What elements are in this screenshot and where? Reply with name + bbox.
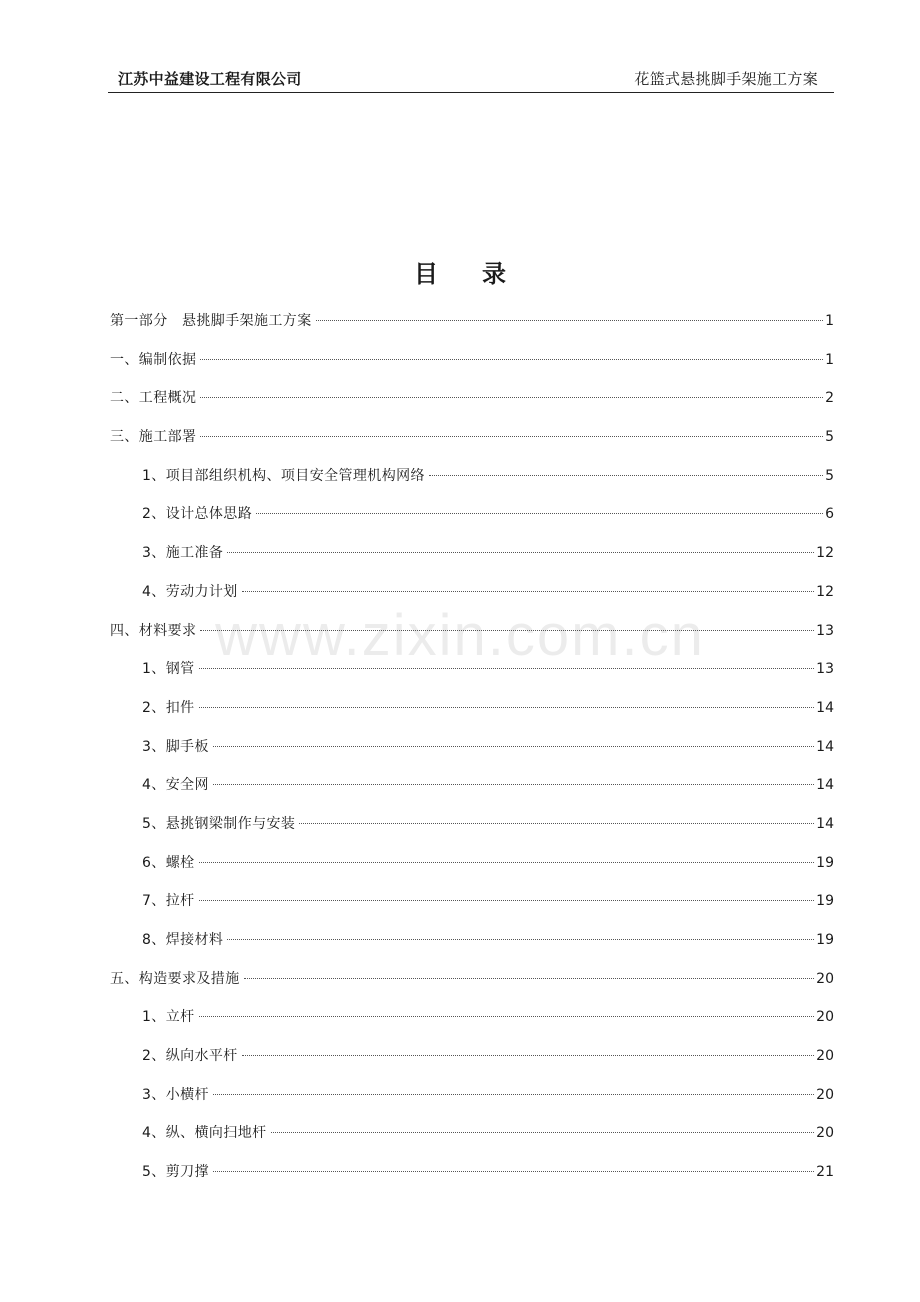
toc-entry-page: 6 (825, 506, 834, 523)
toc-entry[interactable] (110, 1121, 834, 1160)
toc-entry-label: 3、施工准备 (142, 545, 224, 562)
toc-entry-label: 1、钢管 (142, 661, 195, 678)
header-doc-title: 花篮式悬挑脚手架施工方案 (634, 70, 818, 88)
toc-entry-page: 12 (816, 545, 834, 562)
toc-dot-leader (213, 1093, 814, 1095)
toc-entry-page: 2 (825, 390, 834, 407)
toc-dot-leader (199, 667, 815, 669)
toc-entry[interactable] (110, 967, 834, 1006)
toc-entry[interactable] (110, 889, 834, 928)
toc-dot-leader (199, 899, 815, 901)
toc-dot-leader (242, 1054, 814, 1056)
toc-dot-leader (213, 783, 814, 785)
toc-entry[interactable] (110, 1160, 834, 1199)
toc-entry-label: 三、施工部署 (110, 429, 197, 446)
toc-entry-page: 1 (825, 313, 834, 329)
toc-entry-label: 5、剪刀撑 (142, 1164, 209, 1181)
toc-entry-page: 19 (816, 854, 834, 871)
toc-entry[interactable] (110, 348, 834, 387)
toc-entry-page: 20 (816, 1086, 834, 1103)
toc-entry-page: 19 (816, 893, 834, 910)
toc-dot-leader (200, 435, 823, 437)
toc-dot-leader (200, 629, 814, 631)
toc-dot-leader (256, 512, 823, 514)
toc-entry-page: 5 (825, 467, 834, 484)
toc-entry[interactable] (110, 541, 834, 580)
toc-entry-page: 13 (816, 661, 834, 678)
toc-title: 目录 (414, 260, 550, 288)
toc-entry-page: 20 (816, 1009, 834, 1026)
toc-entry-page: 20 (816, 1048, 834, 1065)
toc-entry-label: 2、设计总体思路 (142, 506, 253, 523)
toc-dot-leader (199, 1015, 815, 1017)
toc-entry-label: 1、项目部组织机构、项目安全管理机构网络 (142, 467, 425, 484)
toc-entry-label: 2、纵向水平杆 (142, 1048, 238, 1065)
toc-entry-label: 4、劳动力计划 (142, 583, 238, 600)
toc-dot-leader (429, 474, 823, 476)
toc-entry[interactable] (110, 386, 834, 425)
toc-entry[interactable] (110, 1083, 834, 1122)
toc-entry[interactable] (110, 309, 834, 348)
toc-dot-leader (271, 1131, 815, 1133)
toc-entry-label: 第一部分 悬挑脚手架施工方案 (110, 313, 312, 329)
page-header (108, 64, 834, 93)
toc-dot-leader (213, 1170, 814, 1172)
toc-entry[interactable] (110, 928, 834, 967)
toc-dot-leader (200, 396, 823, 398)
toc-entry-page: 21 (816, 1164, 834, 1181)
toc-entry-label: 4、纵、横向扫地杆 (142, 1125, 267, 1142)
toc-entry-page: 13 (816, 622, 834, 639)
table-of-contents (110, 309, 834, 1199)
toc-entry-label: 3、小横杆 (142, 1086, 209, 1103)
toc-entry-label: 4、安全网 (142, 777, 209, 794)
toc-entry[interactable] (110, 580, 834, 619)
toc-dot-leader (199, 861, 815, 863)
toc-dot-leader (200, 358, 823, 360)
toc-entry-page: 19 (816, 932, 834, 948)
toc-dot-leader (299, 822, 814, 824)
header-company: 江苏中益建设工程有限公司 (118, 70, 302, 88)
toc-entry-label: 1、立杆 (142, 1009, 195, 1026)
toc-dot-leader (199, 706, 815, 708)
toc-dot-leader (244, 977, 815, 979)
toc-entry[interactable] (110, 502, 834, 541)
toc-entry-page: 12 (816, 583, 834, 600)
toc-dot-leader (213, 745, 814, 747)
toc-entry-page: 20 (816, 970, 834, 987)
toc-entry[interactable] (110, 851, 834, 890)
toc-entry-label: 2、扣件 (142, 699, 195, 716)
toc-entry-label: 一、编制依据 (110, 351, 197, 368)
toc-entry[interactable] (110, 773, 834, 812)
toc-entry[interactable] (110, 696, 834, 735)
toc-entry[interactable] (110, 735, 834, 774)
toc-entry-label: 二、工程概况 (110, 390, 197, 407)
toc-entry-label: 3、脚手板 (142, 738, 209, 755)
toc-entry-page: 14 (816, 738, 834, 755)
toc-entry-page: 1 (825, 351, 834, 368)
toc-entry[interactable] (110, 1044, 834, 1083)
toc-entry-page: 14 (816, 699, 834, 716)
toc-dot-leader (316, 319, 823, 321)
toc-entry-label: 6、螺栓 (142, 854, 195, 871)
toc-dot-leader (227, 938, 814, 940)
toc-dot-leader (227, 551, 814, 553)
toc-entry-page: 20 (816, 1125, 834, 1142)
toc-entry-label: 7、拉杆 (142, 893, 195, 910)
toc-entry[interactable] (110, 1005, 834, 1044)
toc-entry[interactable] (110, 657, 834, 696)
toc-entry[interactable] (110, 425, 834, 464)
toc-entry-page: 14 (816, 815, 834, 832)
toc-entry[interactable] (110, 812, 834, 851)
toc-entry-label: 四、材料要求 (110, 622, 197, 639)
toc-dot-leader (242, 590, 814, 592)
watermark: www.zixin.com.cn (215, 603, 705, 668)
toc-entry-page: 5 (825, 429, 834, 446)
toc-entry-label: 5、悬挑钢梁制作与安装 (142, 815, 296, 832)
toc-entry[interactable] (110, 619, 834, 658)
toc-entry[interactable] (110, 464, 834, 503)
toc-entry-page: 14 (816, 777, 834, 794)
toc-entry-label: 8、焊接材料 (142, 932, 224, 948)
toc-entry-label: 五、构造要求及措施 (110, 970, 240, 987)
